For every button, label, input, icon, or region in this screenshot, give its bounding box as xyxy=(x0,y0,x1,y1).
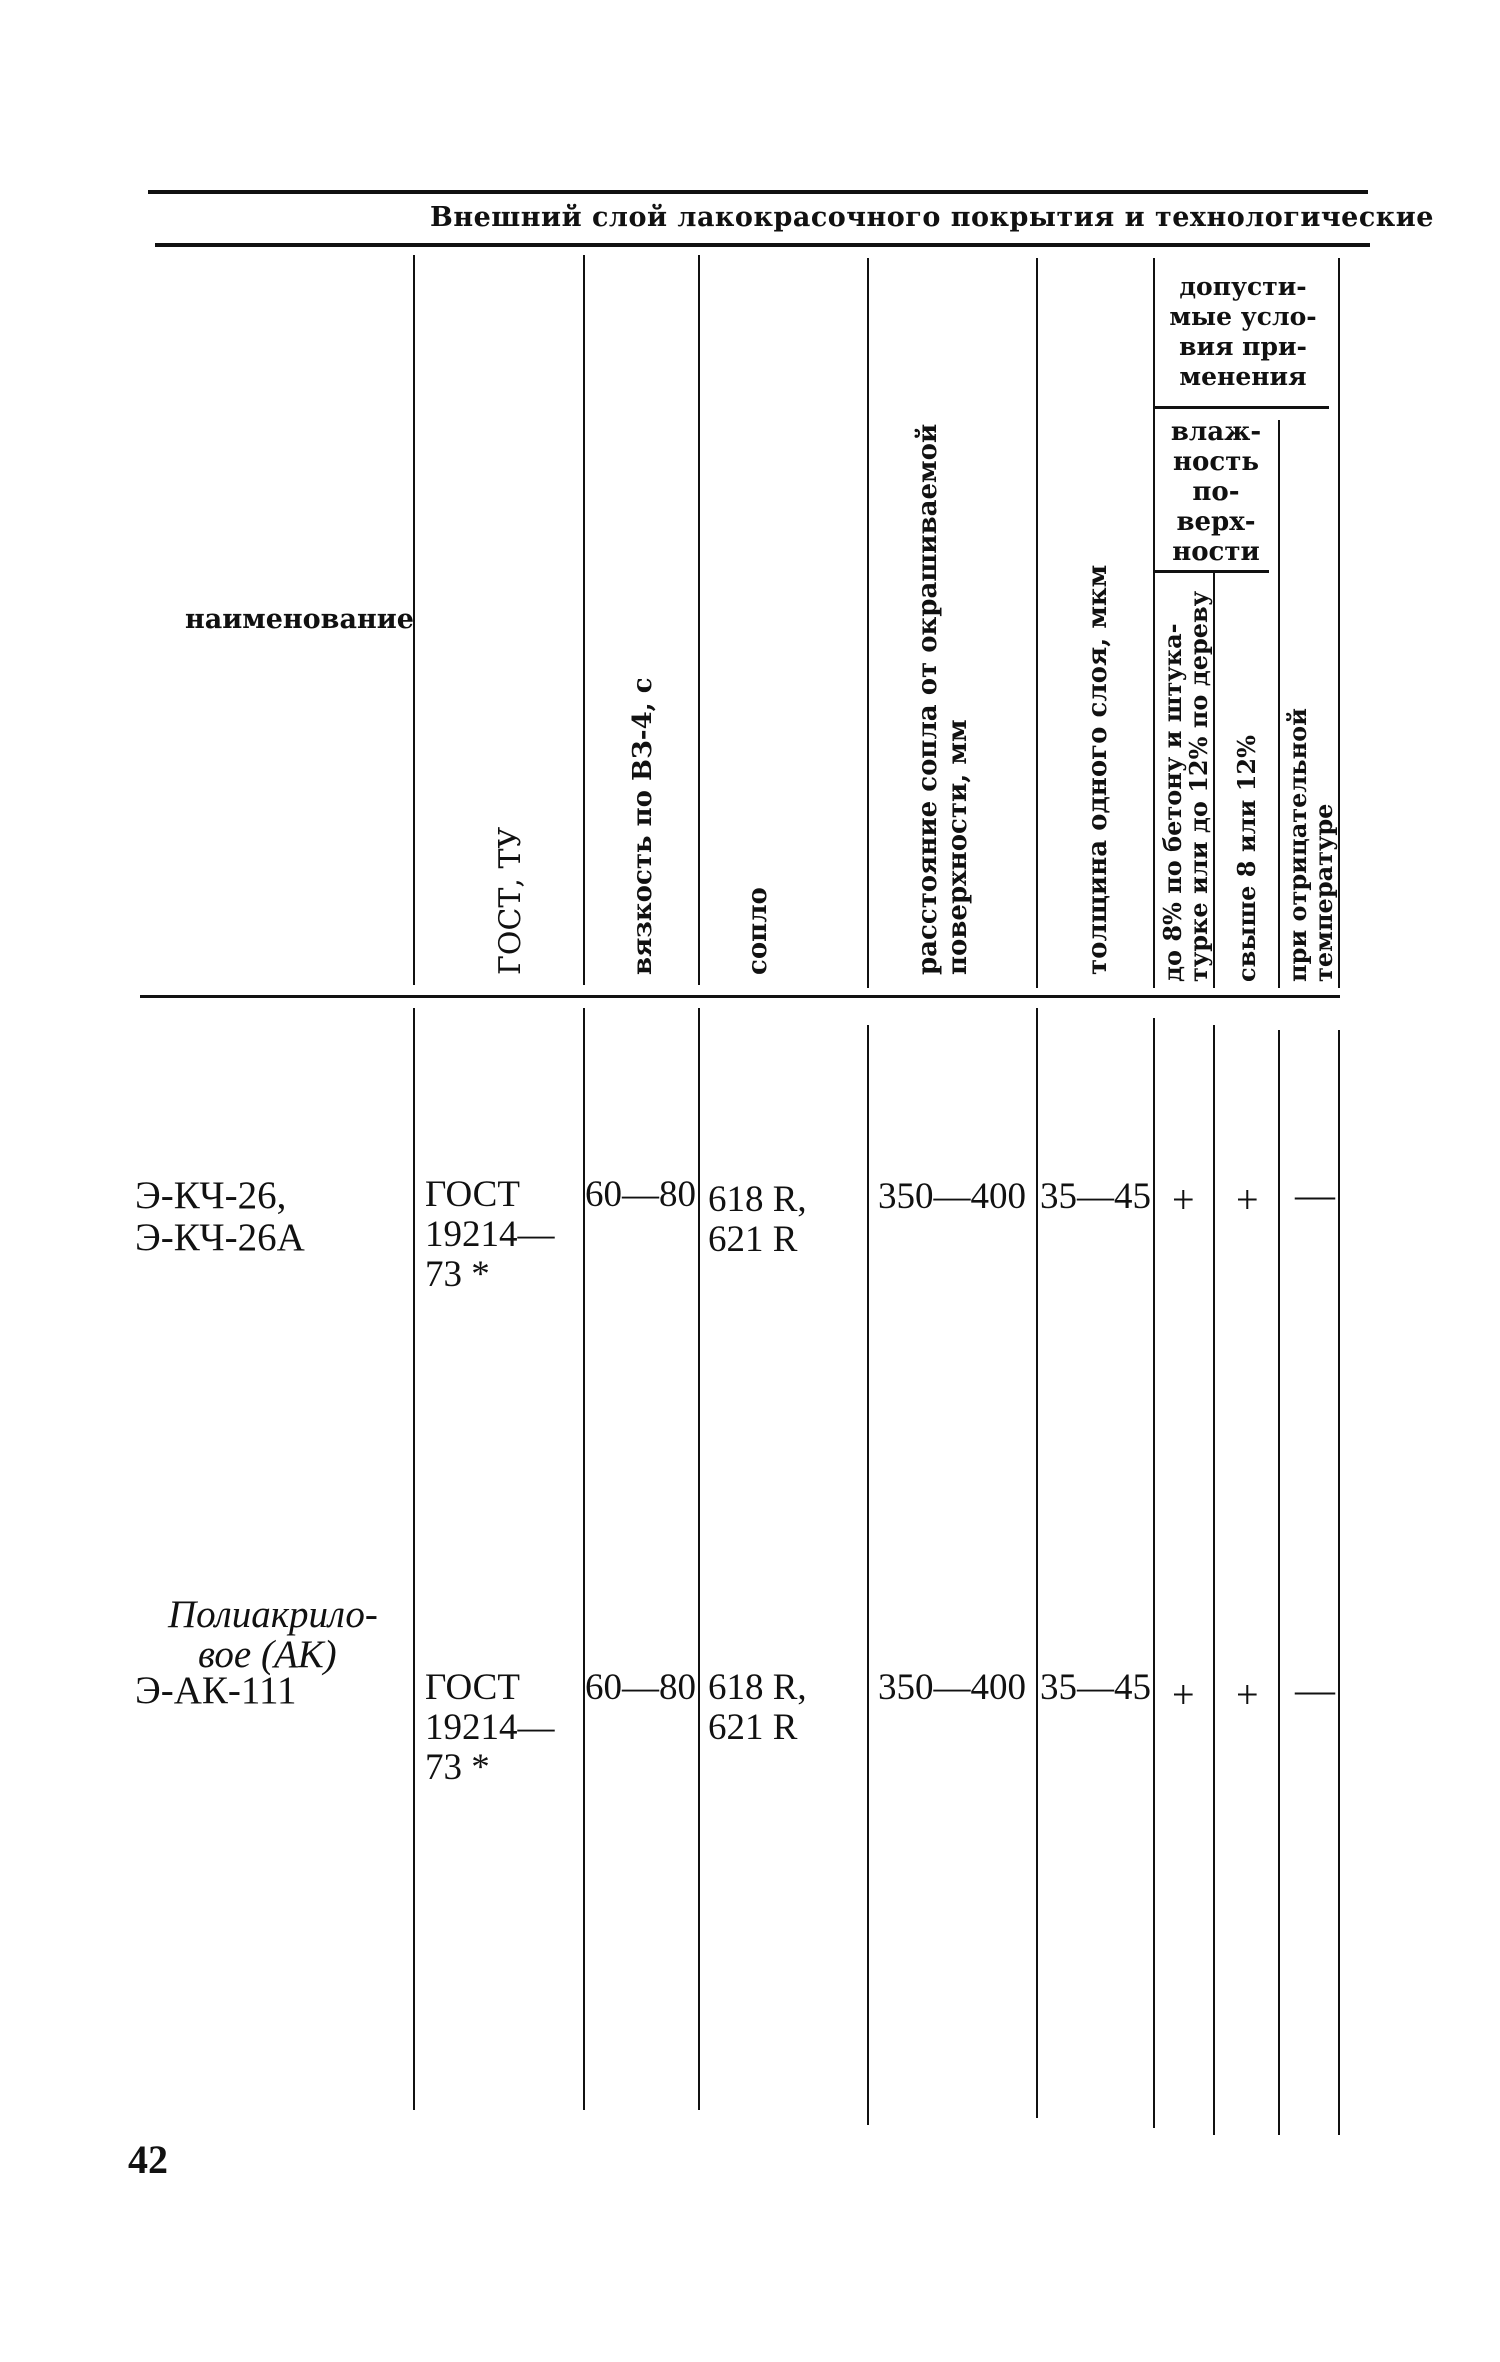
row-2-gost xyxy=(425,1668,555,1788)
conditions-line-1: допусти- xyxy=(1179,272,1307,301)
row-2-name xyxy=(135,1670,297,1712)
column-upto-header-line1: до 8% по бетону и штука- xyxy=(1158,623,1187,982)
row-2-group-line-2: вое (АК) xyxy=(198,1633,337,1676)
humidity-line-3: по- xyxy=(1192,477,1240,507)
row-1-nozzle-line-1: 618 R, xyxy=(708,1179,807,1220)
conditions-line-2: мые усло- xyxy=(1169,302,1317,331)
row-2-gost-line-1: ГОСТ xyxy=(425,1667,520,1708)
row-1-gost-line-1: ГОСТ xyxy=(425,1174,520,1215)
conditions-line-3: вия при- xyxy=(1179,332,1307,361)
body-divider-5 xyxy=(1036,1008,1038,2118)
humidity-line-4: верх- xyxy=(1176,507,1256,537)
table-title: Внешний слой лакокрасочного покрытия и технологические xyxy=(430,202,1434,233)
body-divider-4 xyxy=(867,1025,869,2125)
column-gost-header: ГОСТ, ТУ xyxy=(493,826,528,975)
conditions-line-4: менения xyxy=(1179,362,1307,391)
col-divider-4 xyxy=(867,258,869,988)
body-divider-3 xyxy=(698,1008,700,2110)
row-2-thickness: 35—45 xyxy=(1040,1667,1151,1708)
col-divider-7 xyxy=(1213,573,1215,988)
row-2-upto-mark: + xyxy=(1172,1672,1195,1717)
row-1-above-mark: + xyxy=(1236,1177,1259,1222)
row-1-name xyxy=(135,1175,305,1259)
conditions-rule xyxy=(1153,406,1329,409)
row-1-upto-mark: + xyxy=(1172,1177,1195,1222)
humidity-line-2: ность xyxy=(1173,447,1259,477)
row-2-viscosity: 60—80 xyxy=(585,1667,696,1708)
body-divider-7 xyxy=(1213,1025,1215,2135)
col-divider-9 xyxy=(1338,258,1340,988)
row-2-group-line-1: Полиакрило- xyxy=(168,1593,378,1636)
conditions-group-header xyxy=(1158,272,1328,392)
row-2-distance: 350—400 xyxy=(878,1667,1026,1708)
row-2-negative-mark: — xyxy=(1295,1667,1335,1712)
row-1-viscosity: 60—80 xyxy=(585,1174,696,1215)
column-upto-header-line2: турке или до 12% по дереву xyxy=(1184,590,1213,982)
col-divider-6 xyxy=(1153,258,1155,988)
header-bottom-rule xyxy=(140,995,1340,998)
humidity-group-header xyxy=(1156,417,1276,567)
row-1-distance: 350—400 xyxy=(878,1176,1026,1217)
row-2-nozzle-line-1: 618 R, xyxy=(708,1667,807,1708)
column-distance-header-line1: расстояние сопла от окрашиваемой xyxy=(913,423,943,975)
row-2-name-line-1: Э-АК-111 xyxy=(135,1669,297,1712)
column-thickness-header: толщина одного слоя, мкм xyxy=(1083,564,1113,975)
column-negative-header-line2: температуре xyxy=(1309,803,1338,982)
row-1-gost-line-2: 19214— xyxy=(425,1214,555,1255)
row-1-negative-mark: — xyxy=(1295,1172,1335,1217)
row-2-gost-line-2: 19214— xyxy=(425,1707,555,1748)
body-divider-6 xyxy=(1153,1018,1155,2128)
column-viscosity-header: вязкость по ВЗ-4, с xyxy=(628,677,658,975)
body-divider-9 xyxy=(1338,1030,1340,2135)
column-negative-header-line1: при отрицательной xyxy=(1283,708,1312,982)
column-nozzle-header: сопло xyxy=(743,887,773,975)
row-1-nozzle xyxy=(708,1180,807,1260)
row-1-gost xyxy=(425,1175,555,1295)
row-1-nozzle-line-2: 621 R xyxy=(708,1219,798,1260)
row-2-group-label xyxy=(168,1595,378,1675)
humidity-line-5: ности xyxy=(1172,537,1260,567)
row-2-nozzle xyxy=(708,1668,807,1748)
row-1-thickness: 35—45 xyxy=(1040,1176,1151,1217)
row-2-gost-line-3: 73 * xyxy=(425,1747,490,1788)
col-divider-2 xyxy=(583,255,585,985)
col-divider-5 xyxy=(1036,258,1038,988)
row-2-above-mark: + xyxy=(1236,1672,1259,1717)
humidity-rule xyxy=(1153,570,1269,573)
column-name-header: наименование xyxy=(185,604,414,635)
title-rule xyxy=(155,243,1370,247)
top-rule xyxy=(148,190,1368,194)
column-above-header: свыше 8 или 12% xyxy=(1232,735,1261,982)
col-divider-8 xyxy=(1278,420,1280,988)
row-1-name-line-1: Э-КЧ-26, xyxy=(135,1174,287,1217)
column-distance-header-line2: поверхности, мм xyxy=(943,719,973,975)
page-number: 42 xyxy=(128,2137,168,2182)
row-2-nozzle-line-2: 621 R xyxy=(708,1707,798,1748)
col-divider-3 xyxy=(698,255,700,985)
humidity-line-1: влаж- xyxy=(1170,417,1262,447)
row-1-name-line-2: Э-КЧ-26А xyxy=(135,1216,305,1259)
body-divider-1 xyxy=(413,1008,415,2110)
row-1-gost-line-3: 73 * xyxy=(425,1254,490,1295)
body-divider-8 xyxy=(1278,1030,1280,2135)
